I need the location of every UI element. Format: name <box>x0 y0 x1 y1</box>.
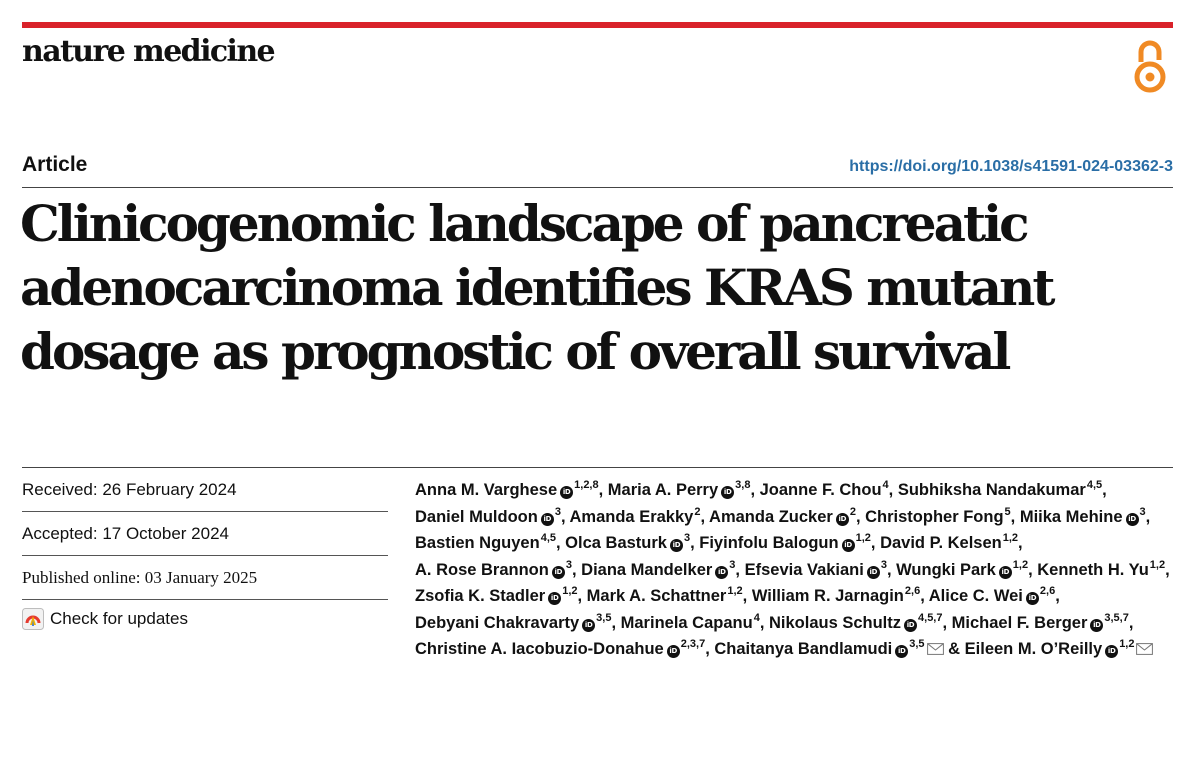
author-name[interactable]: Nikolaus Schultz <box>768 613 902 632</box>
author[interactable] <box>752 587 920 605</box>
author-name[interactable]: Chaitanya Bandlamudi <box>714 640 893 658</box>
author[interactable] <box>415 505 561 526</box>
affiliation-superscript: 3 <box>1139 505 1146 518</box>
author[interactable] <box>415 640 705 658</box>
author-name[interactable]: Amanda Zucker <box>709 507 833 526</box>
orcid-icon[interactable]: iD <box>895 645 908 658</box>
affiliation-superscript: 1,2 <box>855 532 871 544</box>
affiliation-superscript: 4,5,7 <box>918 611 943 624</box>
affiliation-superscript: 1,2,8 <box>574 479 599 491</box>
author-name[interactable]: William R. Jarnagin <box>751 587 904 605</box>
author[interactable] <box>880 534 1018 552</box>
affiliation-superscript: 3 <box>565 558 572 571</box>
orcid-icon[interactable]: iD <box>1126 513 1139 526</box>
crossmark-icon <box>22 608 44 630</box>
affiliation-superscript: 2,6 <box>904 585 921 597</box>
author[interactable] <box>929 587 1055 605</box>
affiliation-superscript: 3,5 <box>909 638 925 650</box>
author[interactable] <box>565 534 690 552</box>
orcid-icon[interactable]: iD <box>842 539 855 552</box>
orcid-icon[interactable]: iD <box>1105 645 1118 658</box>
author[interactable] <box>744 558 887 579</box>
author[interactable] <box>714 640 943 658</box>
orcid-icon[interactable]: iD <box>721 486 734 499</box>
author[interactable] <box>608 481 751 499</box>
author-name[interactable]: Amanda Erakky <box>569 507 694 526</box>
author-name[interactable]: Zsofia K. Stadler <box>415 587 546 605</box>
email-icon[interactable] <box>1136 643 1153 655</box>
affiliation-superscript: 3,5 <box>596 611 612 624</box>
author[interactable] <box>569 505 701 526</box>
author-name[interactable]: Michael F. Berger <box>951 613 1088 632</box>
affiliation-superscript: 1,2 <box>1002 532 1019 544</box>
orcid-icon[interactable]: iD <box>1026 592 1039 605</box>
orcid-icon[interactable]: iD <box>541 513 554 526</box>
author-name[interactable]: Christopher Fong <box>865 507 1004 526</box>
orcid-icon[interactable]: iD <box>1090 619 1103 632</box>
published-date: Published online: 03 January 2025 <box>22 556 388 600</box>
affiliation-superscript: 4 <box>882 479 889 491</box>
affiliation-superscript: 2,3,7 <box>680 638 706 650</box>
doi-link[interactable]: https://doi.org/10.1038/s41591-024-03362-3 <box>849 158 1173 175</box>
author[interactable] <box>415 534 556 552</box>
author-name[interactable]: Daniel Muldoon <box>415 507 538 526</box>
orcid-icon[interactable]: iD <box>867 566 880 579</box>
article-type-label: Article <box>22 153 88 176</box>
article-title: Clinicogenomic landscape of pancreatic adenocarcinoma identifies KRAS mutant dosage as prognostic of overall survival <box>20 194 1053 381</box>
affiliation-superscript: 3 <box>554 505 561 518</box>
author-name[interactable]: Marinela Capanu <box>620 613 753 632</box>
affiliation-superscript: 4,5 <box>540 532 556 544</box>
affiliation-superscript: 2 <box>849 505 856 518</box>
author[interactable] <box>1019 505 1146 526</box>
author[interactable] <box>415 587 578 605</box>
affiliation-superscript: 3 <box>683 532 691 544</box>
author-name[interactable]: Joanne F. Chou <box>759 481 882 499</box>
affiliation-superscript: 5 <box>1004 505 1011 518</box>
author[interactable] <box>760 481 889 499</box>
author[interactable] <box>898 481 1102 499</box>
orcid-icon[interactable]: iD <box>552 566 565 579</box>
orcid-icon[interactable]: iD <box>670 539 683 552</box>
author[interactable] <box>865 505 1011 526</box>
author[interactable] <box>951 611 1129 632</box>
author[interactable] <box>896 558 1029 579</box>
author-name[interactable]: Eileen M. O’Reilly <box>964 640 1103 658</box>
journal-name[interactable]: nature medicine <box>22 34 275 69</box>
affiliation-superscript: 2,6 <box>1039 585 1056 597</box>
author-name[interactable]: Maria A. Perry <box>607 481 719 499</box>
check-for-updates-label: Check for updates <box>50 609 188 628</box>
author-name[interactable]: Diana Mandelker <box>581 560 713 579</box>
author-list: Anna M. Varghese iD$^{1,2,8}$, Maria A. Perry iD$^{3,8}$, Joanne F. Chou$^4$, Subhiksha Nandakumar$^{4,5}$, Daniel Muldoon iD$^3$, Amanda Erakky$^2$, Amanda Zucker iD$^2$, Christopher Fong$^5$, Miika Mehine iD$^3$, Bastien Nguyen$^{4,5}$, Olca Basturk iD$^3$, Fiyinfolu Balogun iD$^{1,2}$, David P. Kelsen$^{1,2}$, A. Rose Brannon iD$^3$, Diana Mandelker iD$^3$, Efsevia Vakiani iD$^3$, Wungki Park iD$^{1,2}$, Kenneth H. Yu$^{1,2}$, Zsofia K. Stadler iD$^{1,2}$, Mark A. Schattner$^{1,2}$, William R. Jarnagin$^{2,6}$, Alice C. Wei iD$^{2,6}$, Debyani Chakravarty iD$^{3,5}$, Marinela Capanu$^4$, Nikolaus Schultz iD$^{4,5,7}$, Michael F. Berger iD$^{3,5,7}$, Christine A. Iacobuzio-Donahue iD$^{2,3,7}$, Chaitanya Bandlamudi iD$^{3,5}$ & Eileen M. O’Reilly iD$^{1,2}$ <box>415 479 1170 658</box>
author[interactable] <box>1037 558 1166 579</box>
author[interactable] <box>415 558 572 579</box>
accepted-date: Accepted: 17 October 2024 <box>22 512 388 556</box>
orcid-icon[interactable]: iD <box>904 619 917 632</box>
orcid-icon[interactable]: iD <box>715 566 728 579</box>
author-name[interactable]: Miika Mehine <box>1019 507 1123 526</box>
author-name[interactable]: Bastien Nguyen <box>415 534 540 552</box>
affiliation-superscript: 4,5 <box>1086 479 1103 491</box>
affiliation-superscript: 3,8 <box>735 479 751 491</box>
affiliation-superscript: 1,2 <box>727 585 743 597</box>
affiliation-superscript: 1,2 <box>1119 638 1135 650</box>
author[interactable] <box>587 587 743 605</box>
orcid-icon[interactable]: iD <box>999 566 1012 579</box>
affiliation-superscript: 1,2 <box>562 585 578 597</box>
author-name[interactable]: Alice C. Wei <box>928 587 1023 605</box>
author[interactable] <box>415 611 612 632</box>
affiliation-superscript: 3 <box>729 558 736 571</box>
author[interactable] <box>768 611 943 632</box>
divider <box>22 187 1173 188</box>
orcid-icon[interactable]: iD <box>667 645 680 658</box>
affiliation-superscript: 2 <box>694 505 701 518</box>
author[interactable] <box>709 505 856 526</box>
author-name[interactable]: Subhiksha Nandakumar <box>897 481 1086 499</box>
author-name[interactable]: Debyani Chakravarty <box>415 613 580 632</box>
affiliation-superscript: 3,5,7 <box>1104 611 1129 624</box>
author-name[interactable]: David P. Kelsen <box>880 534 1002 552</box>
check-for-updates-button[interactable] <box>22 608 188 630</box>
accent-bar <box>22 22 1173 28</box>
author-name[interactable]: Mark A. Schattner <box>586 587 727 605</box>
author-name[interactable]: A. Rose Brannon <box>415 560 549 579</box>
author[interactable] <box>581 558 736 579</box>
author-name[interactable]: Anna M. Varghese <box>415 481 558 499</box>
author-name[interactable]: Efsevia Vakiani <box>744 560 864 579</box>
author[interactable] <box>620 611 760 632</box>
author-name[interactable]: Wungki Park <box>896 560 996 579</box>
author-name[interactable]: Olca Basturk <box>565 534 667 552</box>
affiliation-superscript: 1,2 <box>1149 558 1166 571</box>
author-name[interactable]: Kenneth H. Yu <box>1037 560 1149 579</box>
author[interactable] <box>965 640 1154 658</box>
orcid-icon[interactable]: iD <box>836 513 849 526</box>
author-name[interactable]: Christine A. Iacobuzio-Donahue <box>415 640 664 658</box>
affiliation-superscript: 1,2 <box>1012 558 1029 571</box>
publication-dates <box>22 468 388 600</box>
orcid-icon[interactable]: iD <box>548 592 561 605</box>
email-icon[interactable] <box>927 643 944 655</box>
open-access-icon[interactable] <box>1130 36 1170 94</box>
received-date: Received: 26 February 2024 <box>22 468 388 512</box>
orcid-icon[interactable]: iD <box>560 486 573 499</box>
author[interactable] <box>699 534 871 552</box>
affiliation-superscript: 4 <box>753 611 760 624</box>
author-name[interactable]: Fiyinfolu Balogun <box>699 534 839 552</box>
affiliation-superscript: 3 <box>880 558 887 571</box>
orcid-icon[interactable]: iD <box>582 619 595 632</box>
author[interactable] <box>415 481 599 499</box>
